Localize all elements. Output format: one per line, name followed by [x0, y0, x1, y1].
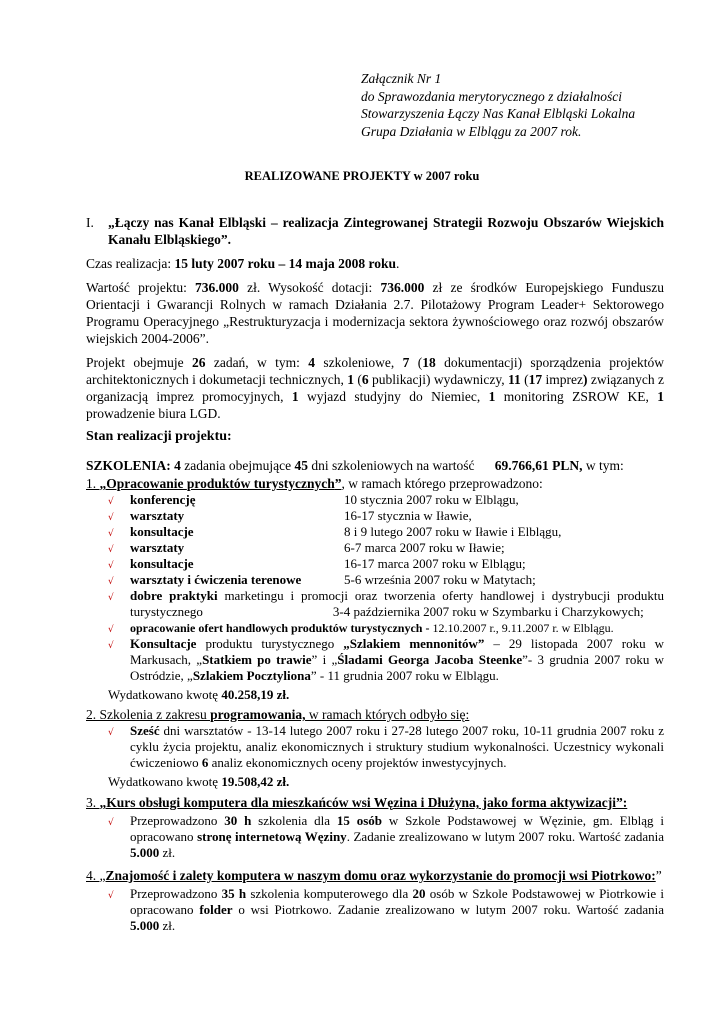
text-run: monitoring ZSROW KE, [495, 389, 658, 404]
section-2-title: 2. Szkolenia z zakresu programowania, w ramach których odbyło się: [86, 707, 470, 722]
text-run: w Szkole Podstawowej w Węzinie, gm. Elbląg i opracowano [130, 813, 665, 844]
text-run: zadań, w tym: [205, 355, 309, 370]
section-4-title: 4. „Znajomość i zalety komputera w naszym domu oraz wykorzystanie do promocji wsi Piotrkowo:” [86, 868, 662, 883]
text-run: osób w Szkole Podstawowej w Piotrkowie i opracowano [130, 886, 664, 917]
value-rest: zł ze środków Europejskiego Funduszu Orientacji i Gwarancji Rolnych w ramach Działania 2.7. Pilotażowy Program Leader+ Sektorowego Programu Operacyjnego „Restrukturyzacja i modernizacja sektora żywnościowego oraz rozwój obszarów wiejskich 2004-2006”. [86, 280, 664, 346]
document-heading: REALIZOWANE PROJEKTY w 2007 roku [244, 169, 480, 183]
list-item: √ opracowanie ofert handlowych produktów turystycznych - 12.10.2007 r., 9.11.2007 r. w Elblągu. [108, 620, 664, 636]
check-icon: √ [108, 891, 114, 901]
check-icon: √ [108, 497, 114, 507]
text-run: Śladami Georga Jacoba Steenke [337, 652, 523, 667]
text-run: 7 [402, 355, 410, 370]
text-run: wyjazd studyjny do Niemiec, [298, 389, 489, 404]
project-period [86, 255, 664, 272]
szkolenia-tail: w tym: [582, 458, 624, 473]
text-run: 6 [361, 372, 369, 387]
szkolenia-label: SZKOLENIA: [86, 458, 171, 473]
text-run: szkolenia komputerowego dla [246, 886, 413, 901]
text-run: ( [520, 372, 529, 387]
text-run: Przeprowadzono [130, 886, 222, 901]
szkolenia-rest: dni szkoleniowych na wartość [307, 458, 475, 473]
text-run: 35 h [221, 886, 247, 901]
list-item: √ konsultacje 8 i 9 lutego 2007 roku w Iławie i Elblągu, [108, 524, 664, 540]
attachment-line: Grupa Działania w Elblągu za 2007 rok. [361, 123, 582, 139]
text-run: ( [354, 372, 362, 387]
list-item: √ dobre praktyki marketingu i promocji oraz tworzenia oferty handlowej i dystrybucji produktu turystycznego 3-4 października 2007 roku w Szymbarku i Charzykowych; [108, 588, 665, 619]
text-run: analiz ekonomicznych oceny projektów inwestycyjnych. [208, 755, 507, 770]
value-label: Wartość projektu: [86, 280, 196, 295]
list-item: √ warsztaty 16-17 stycznia w Iławie, [108, 508, 664, 524]
document-body [86, 214, 664, 934]
szkolenia-amount: 69.766,61 PLN, [494, 458, 583, 473]
section-1-list [86, 492, 664, 684]
check-icon: √ [108, 577, 114, 587]
project-value [86, 279, 664, 347]
text-run: 17 [528, 372, 543, 387]
period-label: Czas realizacja: [86, 256, 175, 271]
section-4-list [86, 886, 664, 934]
text-run: 15 osób [336, 813, 382, 828]
text-run: zł. [159, 845, 176, 860]
szkolenia-mid: zadania obejmujące [180, 458, 295, 473]
text-run: 11 [508, 372, 521, 387]
text-run: 26 [191, 355, 206, 370]
section-2-list [86, 723, 664, 771]
section-1-paid: Wydatkowano kwotę 40.258,19 zł. [108, 687, 290, 702]
text-run: folder [199, 902, 233, 917]
attachment-line: do Sprawozdania merytorycznego z działalności [361, 88, 622, 104]
szkolenia-count: 4 [174, 458, 181, 473]
project-tasks [86, 354, 664, 422]
list-item [108, 636, 664, 684]
text-run: o wsi Piotrkowo. Zadanie zrealizowano w lutym 2007 roku. Wartość zadania [232, 902, 664, 917]
text-run: Sześć [130, 723, 160, 738]
text-run: stronę internetową Węziny [197, 829, 347, 844]
text-run: 1 [291, 389, 299, 404]
value-mid: zł. Wysokość dotacji: [238, 280, 381, 295]
text-run: 20 [412, 886, 426, 901]
check-icon: √ [108, 593, 114, 603]
list-item [108, 813, 664, 861]
check-icon: √ [108, 641, 114, 651]
status-title: Stan realizacji projektu: [86, 429, 232, 444]
check-icon: √ [108, 545, 114, 555]
text-run: produktu turystycznego [196, 636, 344, 651]
text-run: szkoleniowe, [315, 355, 403, 370]
text-run: 30 h [224, 813, 252, 828]
text-run: . Zadanie zrealizowano w lutym 2007 roku. Wartość zadania [346, 829, 665, 844]
check-icon: √ [108, 728, 114, 738]
text-run: publikacji) wydawniczy, [368, 372, 509, 387]
text-run: związanych z organizacją imprez promocyjnych, [86, 372, 664, 404]
list-item [108, 886, 664, 934]
attachment-note [361, 70, 635, 140]
szkolenia-summary [86, 457, 664, 474]
project-number: I. [86, 215, 94, 230]
text-run: 1 [488, 389, 496, 404]
text-run: 5.000 [130, 845, 160, 860]
check-icon: √ [108, 818, 114, 828]
value-amount: 736.000 [195, 280, 239, 295]
grant-amount: 736.000 [380, 280, 425, 295]
text-run: 1 [657, 389, 664, 404]
section-2-paid: Wydatkowano kwotę 19.508,42 zł. [108, 774, 290, 789]
check-icon: √ [108, 513, 114, 523]
text-run: 6 [201, 755, 209, 770]
section-1-title: 1. „Opracowanie produktów turystycznych”, w ramach którego przeprowadzono: [86, 476, 543, 491]
text-run: „Szlakiem mennonitów” [343, 636, 485, 651]
text-run: imprez [542, 372, 584, 387]
attachment-line: Stowarzyszenia Łączy Nas Kanał Elbląski Lokalna [361, 106, 636, 121]
text-run: Przeprowadzono [130, 813, 225, 828]
list-item [108, 723, 664, 771]
text-run: Szlakiem Pocztyliona [192, 668, 311, 683]
list-item: √ warsztaty i ćwiczenia terenowe 5-6 września 2007 roku w Matytach; [108, 572, 664, 588]
text-run: ”- 3 grudnia 2007 roku w Ostródzie, „ [130, 652, 665, 683]
text-run: szkolenia dla [251, 813, 337, 828]
list-item: √ konsultacje 16-17 marca 2007 roku w Elblągu; [108, 556, 664, 572]
text-run: prowadzenie biura LGD. [86, 406, 221, 421]
text-run: 5.000 [130, 918, 160, 933]
text-run: ” - 11 grudnia 2007 roku w Elblągu. [310, 668, 499, 683]
section-3-list [86, 813, 664, 861]
text-run: 1 [347, 372, 355, 387]
list-item: √ konferencję 10 stycznia 2007 roku w Elblągu, [108, 492, 664, 508]
text-run: 4 [308, 355, 316, 370]
text-run: Projekt obejmuje [86, 355, 192, 370]
period-end: . [395, 256, 400, 271]
text-run: – 29 listopada 2007 roku w Markusach, „ [130, 636, 664, 667]
list-item: √ warsztaty 6-7 marca 2007 roku w Iławie; [108, 540, 664, 556]
text-run: 18 [422, 355, 436, 370]
text-run: ( [409, 355, 423, 370]
text-run: dokumentacji) sporządzenia projektów architektonicznych i dokumetacji technicznych, [86, 355, 664, 387]
attachment-line: Załącznik Nr 1 [361, 71, 442, 86]
text-run: dni warsztatów - 13-14 lutego 2007 roku i 27-28 lutego 2007 roku, 10-11 grudnia 2007 roku z cyklu życia projektu, analiz ekonomicznych i struktury studium wykonalności. Uczestnicy wykonali ćwiczeniowo [130, 723, 664, 770]
period-value: 15 luty 2007 roku – 14 maja 2008 roku [174, 256, 396, 271]
check-icon: √ [108, 625, 114, 635]
szkolenia-days: 45 [294, 458, 308, 473]
text-run: ” i „ [311, 652, 338, 667]
text-run: Konsultacje [130, 636, 197, 651]
project-title: „Łączy nas Kanał Elbląski – realizacja Zintegrowanej Strategii Rozwoju Obszarów Wiejskich Kanału Elbląskiego”. [108, 215, 664, 247]
text-run: ) [583, 372, 588, 387]
project-title-block [86, 214, 664, 248]
text-run: Statkiem po trawie [202, 652, 312, 667]
check-icon: √ [108, 529, 114, 539]
section-3-title: 3. „Kurs obsługi komputera dla mieszkańców wsi Węzina i Dłużyna, jako forma aktywizacji”: [86, 795, 628, 810]
check-icon: √ [108, 561, 114, 571]
text-run: zł. [159, 918, 176, 933]
